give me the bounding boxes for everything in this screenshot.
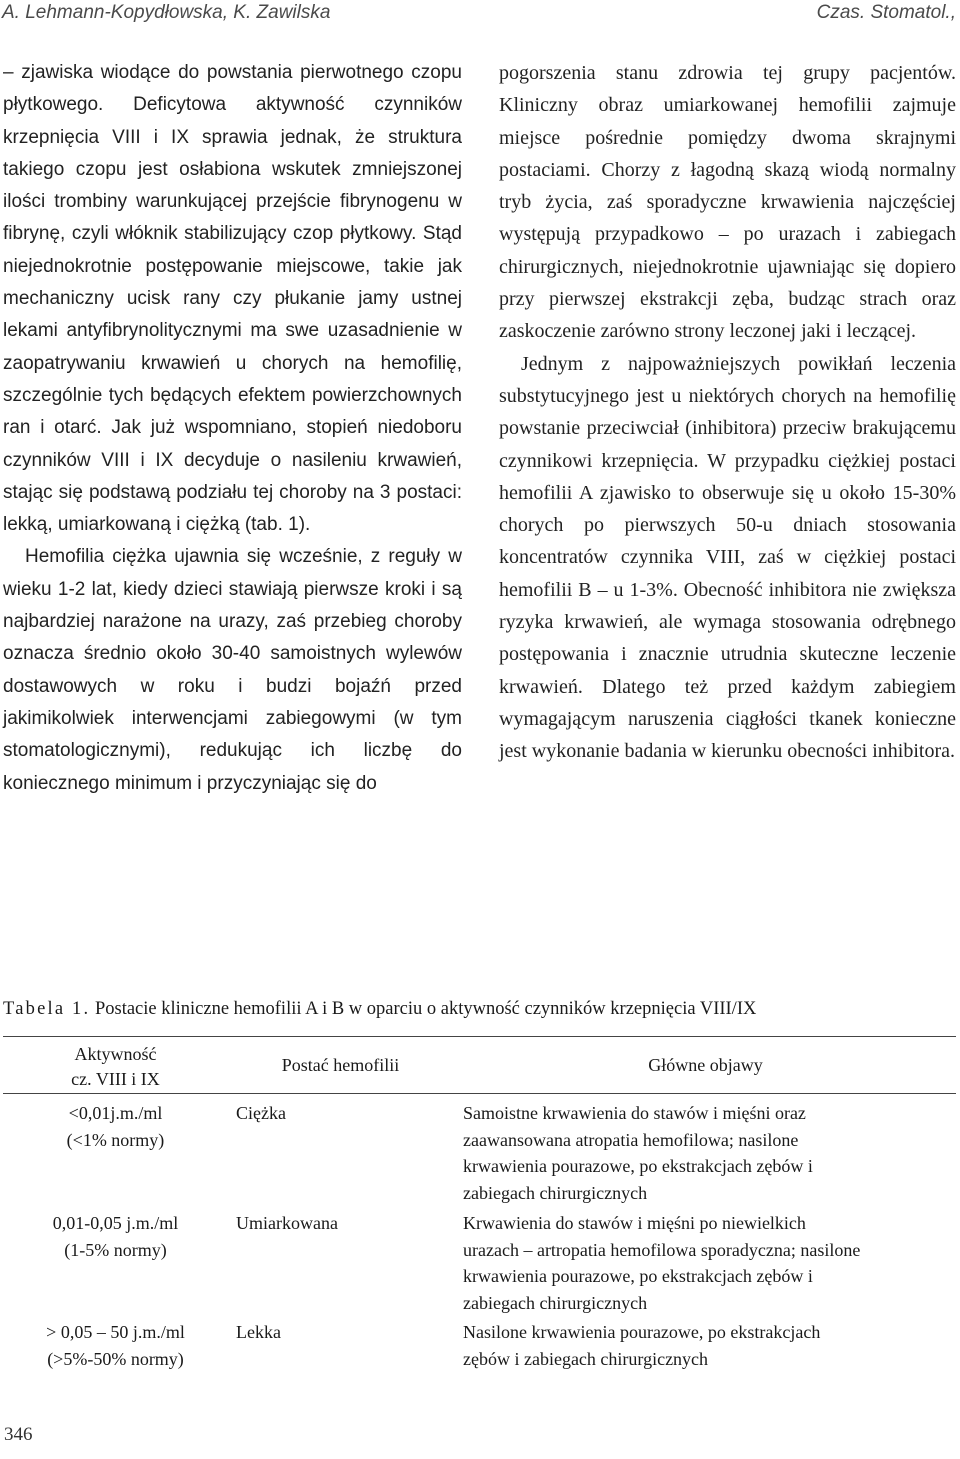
table-caption-text: Postacie kliniczne hemofilii A i B w oparciu o aktywność czynników krzepnięcia VIII/IX — [90, 999, 757, 1019]
cell-symptoms: Samoistne krwawienia do stawów i mięśni oraz zaawansowana atropatia hemofilowa; nasilone krwawienia pourazowe, po ekstrakcjach zębów i zabiegach chirurgicznych — [463, 1103, 813, 1203]
table-row — [3, 1100, 956, 1210]
cell-form: Ciężka — [236, 1103, 286, 1123]
header-form: Postać hemofilii — [281, 1055, 400, 1075]
right-paragraph-2: Jednym z najpoważniejszych powikłań leczenia substytucyjnego jest u niektórych chorych na hemofilię powstanie przeciwciał (inhibitora) przeciw brakującemu czynnikowi krzepnięcia. W przypadku ciężkiej postaci hemofilii A zjawisko to obserwuje się u około 15-30% chorych po pierwszych 50-u dniach stosowania koncentratów czynnika VIII, zaś w ciężkiej postaci hemofilii B – u 1-3%. Obecność inhibitora nie zwiększa ryzyka krwawień, ale wymaga stosowania odrębnego postępowania i znacznie utrudnia skuteczne leczenie krwawień. Dlatego też przed każdym zabiegiem wymagającym naruszenia ciągłości tkanek konieczne jest wykonanie badania w kierunku obecności inhibitora. — [499, 352, 956, 763]
header-journal: Czas. Stomatol., — [816, 2, 956, 23]
cell-activity: 0,01-0,05 j.m./ml (1-5% normy) — [52, 1213, 179, 1260]
table-caption-label: Tabela 1. — [3, 999, 91, 1019]
right-paragraph-1: pogorszenia stanu zdrowia tej grupy pacjentów. Kliniczny obraz umiarkowanej hemofilii zajmuje miejsce pośrednie pomiędzy dwoma skrajnymi postaciami. Chorzy z łagodną skazą wiodą normalny tryb życia, zaś sporadyczne krwawienia najczęściej występują przypadkowo – po urazach i zabiegach chirurgicznych, niejednokrotnie ujawniając się dopiero przy pierwszej ekstrakcji zęba, budząc strach oraz zaskoczenie zarówno strony leczonej jaki i leczącej. — [499, 62, 956, 343]
cell-activity: <0,01j.m./ml (<1% normy) — [66, 1103, 165, 1150]
running-header — [2, 0, 956, 26]
cell-form: Umiarkowana — [236, 1213, 338, 1233]
table-row — [3, 1319, 956, 1379]
table-row — [3, 1210, 956, 1319]
left-column — [3, 57, 462, 800]
header-authors: A. Lehmann-Kopydłowska, K. Zawilska — [2, 2, 331, 23]
header-symptoms: Główne objawy — [648, 1055, 763, 1075]
table-header-row — [3, 1037, 956, 1094]
hemophilia-forms-table — [3, 1036, 956, 1379]
header-activity: Aktywność cz. VIII i IX — [71, 1044, 160, 1089]
page-number: 346 — [4, 1424, 33, 1445]
table-caption — [3, 994, 958, 1024]
right-column — [499, 57, 956, 768]
cell-form: Lekka — [236, 1322, 281, 1342]
left-paragraph-2: Hemofilia ciężka ujawnia się wcześnie, z reguły w wieku 1-2 lat, kiedy dzieci stawiają pierwsze kroki i są najbardziej narażone na urazy, zaś przebieg choroby oznacza średnio około 30-40 samoistnych wylewów dostawowych w roku i budzi bojaźń przed jakimikolwiek interwencjami zabiegowymi (w tym stomatologicznymi), redukując ich liczbę do koniecznego minimum i przyczyniając się do — [3, 546, 462, 794]
cell-symptoms: Nasilone krwawienia pourazowe, po ekstrakcjach zębów i zabiegach chirurgicznych — [463, 1322, 821, 1369]
cell-activity: > 0,05 – 50 j.m./ml (>5%-50% normy) — [46, 1322, 185, 1369]
cell-symptoms: Krwawienia do stawów i mięśni po niewielkich urazach – artropatia hemofilowa sporadyczna; nasilone krwawienia pourazowe, po ekstrakcjach zębów i zabiegach chirurgicznych — [463, 1213, 861, 1313]
left-paragraph-1: – zjawiska wiodące do powstania pierwotnego czopu płytkowego. Deficytowa aktywność czynników krzepnięcia VIII i IX sprawia jednak, że struktura takiego czopu jest osłabiona wskutek zmniejszonej ilości trombiny warunkującej przejście fibrynogenu w fibrynę, czyli włóknik stabilizujący czop płytkowy. Stąd niejednokrotnie postępowanie miejscowe, takie jak mechaniczny ucisk rany czy płukanie jamy ustnej lekami antyfibrynolitycznymi ma swe uzasadnienie w zaopatrywaniu krwawień u chorych na hemofilię, szczególnie tych będących efektem powierzchownych ran i otarć. Jak już wspomniano, stopień niedoboru czynników VIII i IX decyduje o nasileniu krwawień, stając się podstawą podziału tej choroby na 3 postaci: lekką, umiarkowaną i ciężką (tab. 1). — [3, 62, 462, 536]
